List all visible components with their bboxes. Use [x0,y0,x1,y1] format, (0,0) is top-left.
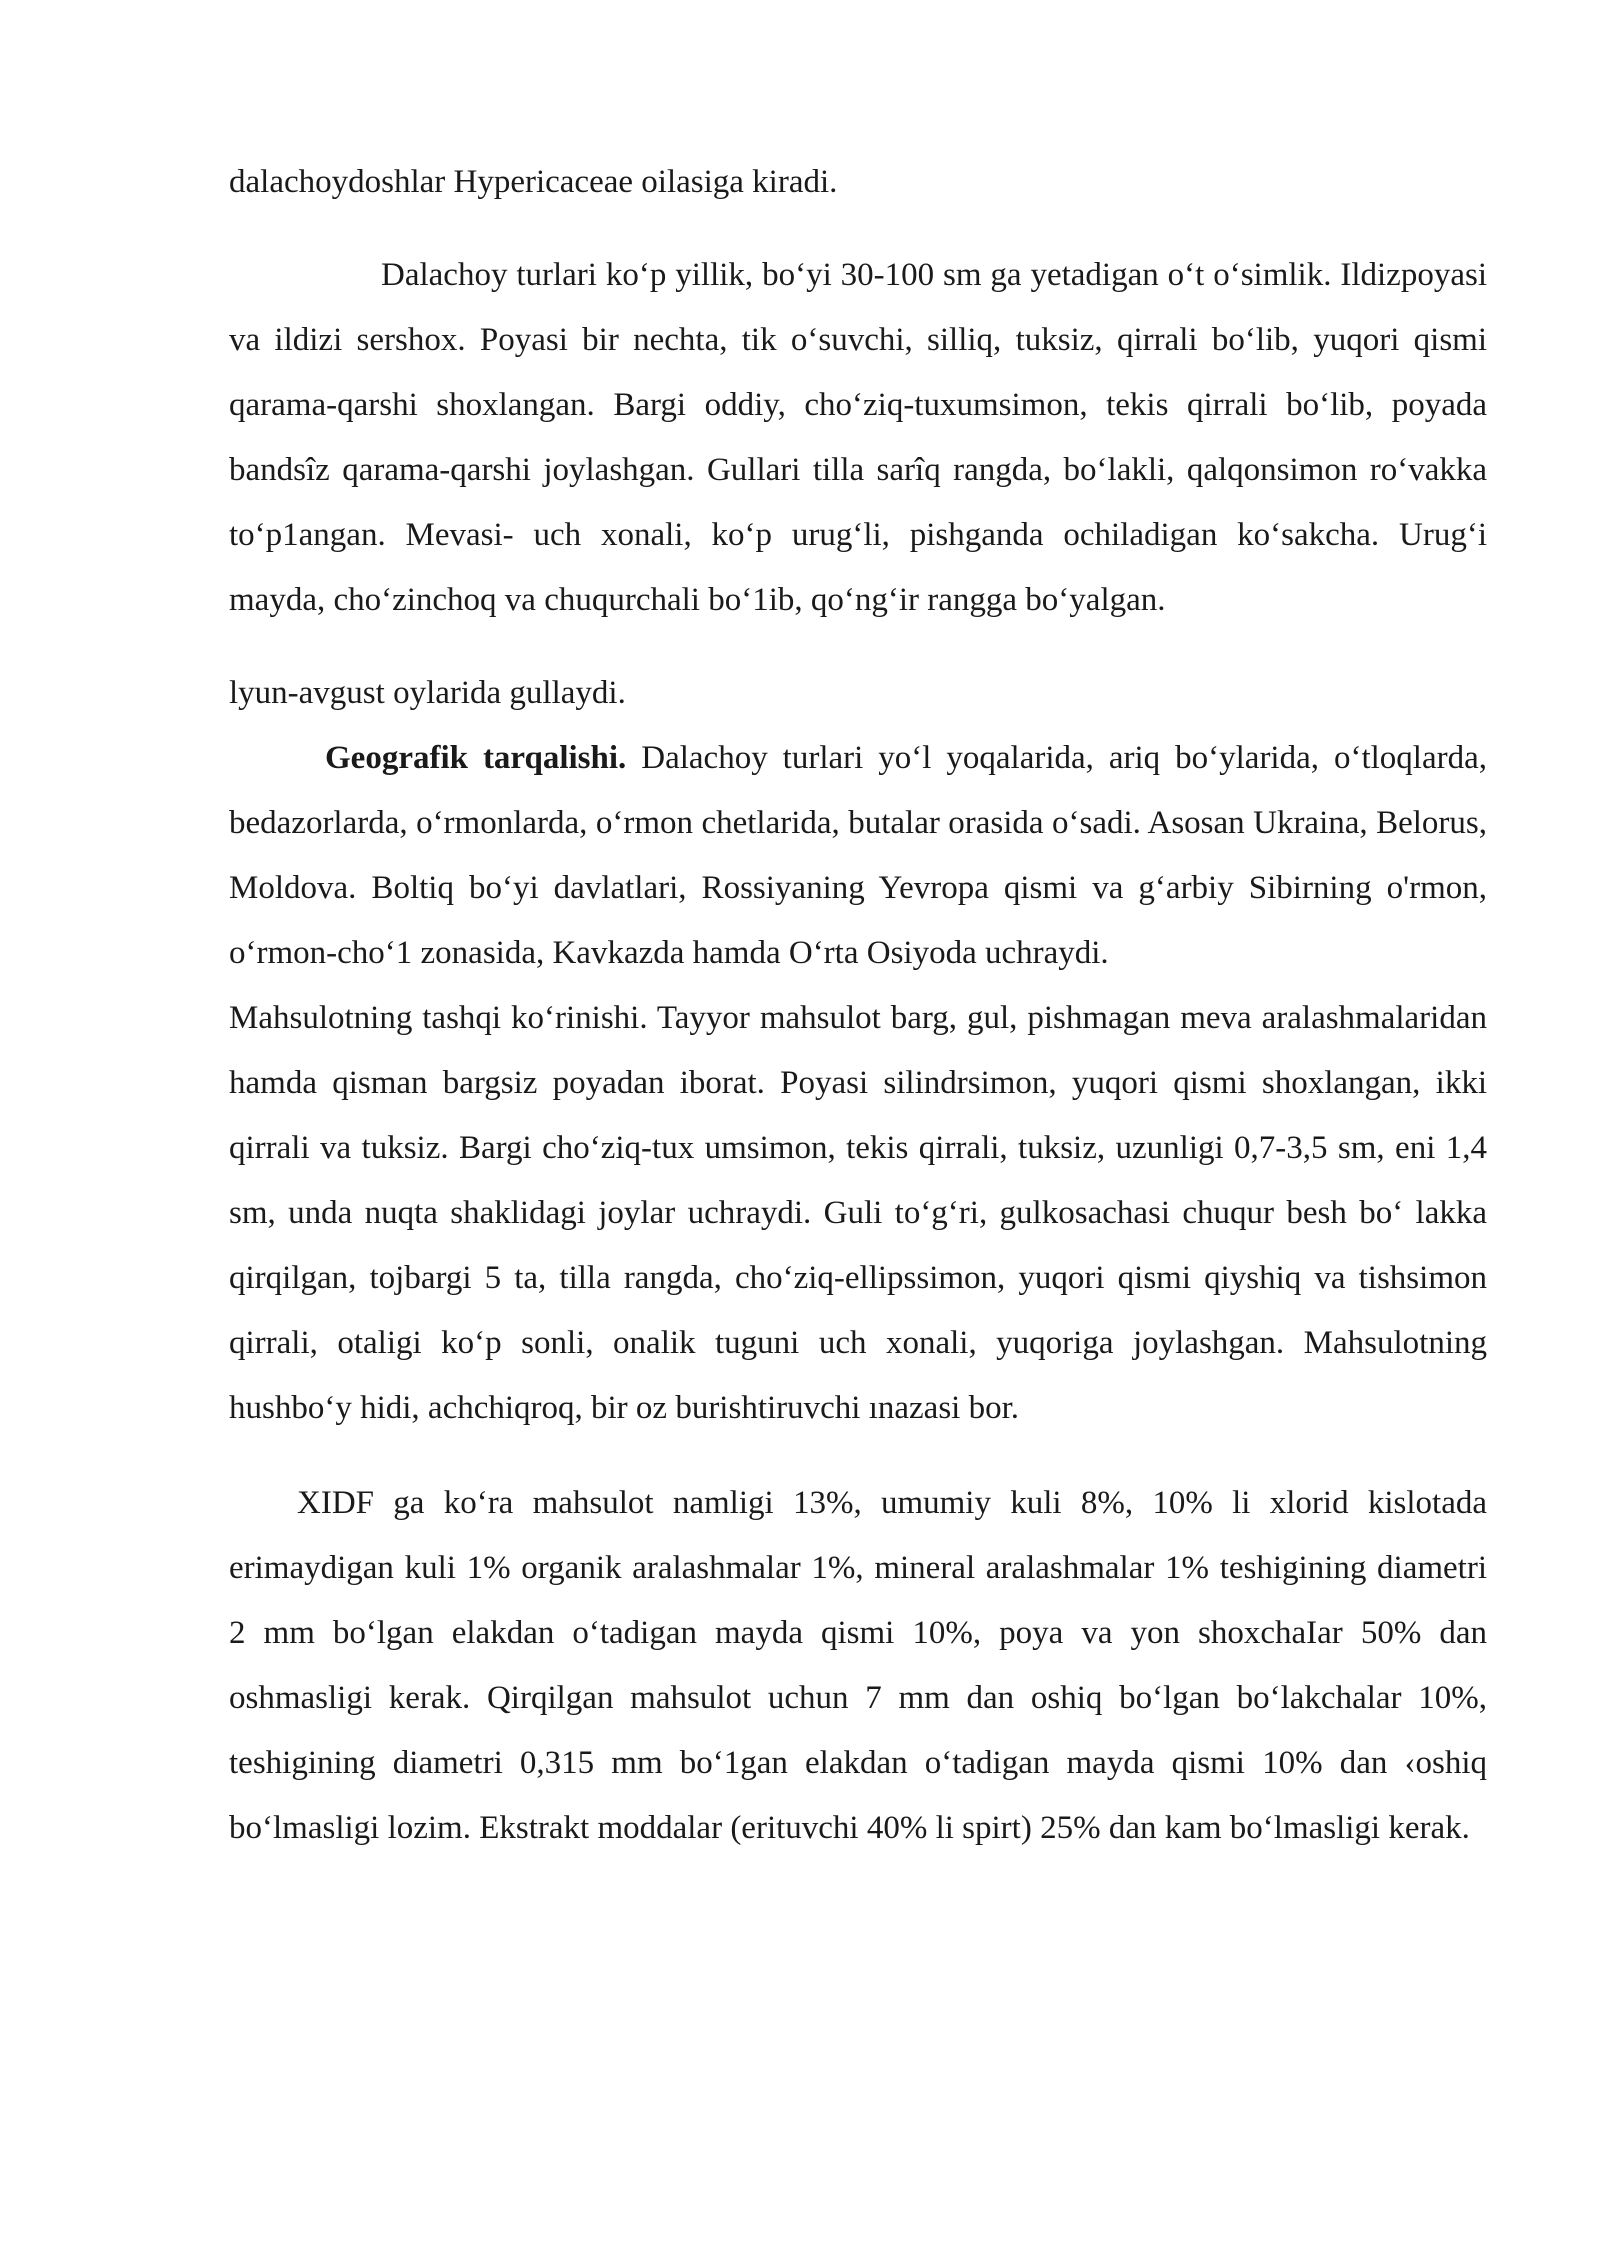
paragraph-appearance: Mahsulotning tashqi ko‘rinishi. Tayyor mahsulot barg, gul, pishmagan meva aralashmalaridan hamda qisman bargsiz poyadan iborat. Poyasi silindrsimon, yuqori qismi shoxlangan, ikki qirrali va tuksiz. Bargi cho‘ziq-tux umsimon, tekis qirrali, tuksiz, uzunligi 0,7-3,5 sm, eni 1,4 sm, unda nuqta shaklidagi joylar uchraydi. Guli to‘g‘ri, gulkosachasi chuqur besh bo‘ lakka qirqilgan, tojbargi 5 ta, tilla rangda, cho‘ziq-ellipssimon, yuqori qismi qiyshiq va tishsimon qirrali, otaligi ko‘p sonli, onalik tuguni uch xonali, yuqoriga joylashgan. Mahsulotning hushbo‘y hidi, achchiqroq, bir oz burishtiruvchi ınazasi bor. [229,1000,1487,1426]
geography-text: Dalachoy turlari yo‘l yoqalarida, ariq bo‘ylarida, o‘tloqlarda, bedazorlarda, o‘rmonlarda, o‘rmon chetlarida, butalar orasida o‘sadi. Asosan Ukraina, Belorus, Moldova. Boltiq bo‘yi davlatlari, Rossiyaning Yevropa qismi va g‘arbiy Sibirning o'rmon, o‘rmon-cho‘1 zonasida, Kavkazda hamda O‘rta Osiyoda uchraydi. [229,740,1487,971]
paragraph-description: Dalachoy turlari ko‘p yillik, bo‘yi 30-100 sm ga yetadigan o‘t o‘simlik. Ildizpoyasi va ildizi sershox. Poyasi bir nechta, tik o‘suvchi, silliq, tuksiz, qirrali bo‘lib, yuqori qismi qarama-qarshi shoxlangan. Bargi oddiy, cho‘ziq-tuxumsimon, tekis qirrali bo‘lib, poyada bandsîz qarama-qarshi joylashgan. Gullari tilla sarîq rangda, bo‘lakli, qalqonsimon ro‘vakka to‘p1angan. Mevasi- uch xonali, ko‘p urug‘li, pishganda ochiladigan ko‘sakcha. Urug‘i mayda, cho‘zinchoq va chuqurchali bo‘1ib, qo‘ng‘ir rangga bo‘yalgan. [229,257,1487,618]
document-body [229,150,1487,1861]
paragraph-flowering: lyun-avgust oylarida gullaydi. [229,675,626,711]
geography-heading: Geografik tarqalishi. [325,740,627,776]
paragraph-family: dalachoydoshlar Hypericaceae oilasiga kiradi. [229,164,838,200]
paragraph-geography [229,726,1487,986]
paragraph-standards: XIDF ga ko‘ra mahsulot namligi 13%, umumiy kuli 8%, 10% li xlorid kislotada erimaydigan kuli 1% organik aralashmalar 1%, mineral aralashmalar 1% teshigining diametri 2 mm bo‘lgan elakdan o‘tadigan mayda qismi 10%, poya va yon shoxchaIar 50% dan oshmasligi kerak. Qirqilgan mahsulot uchun 7 mm dan oshiq bo‘lgan bo‘lakchalar 10%, teshigining diametri 0,315 mm bo‘1gan elakdan o‘tadigan mayda qismi 10% dan ‹oshiq bo‘lmasligi lozim. Ekstrakt moddalar (erituvchi 40% li spirt) 25% dan kam bo‘lmasligi kerak. [229,1485,1487,1846]
